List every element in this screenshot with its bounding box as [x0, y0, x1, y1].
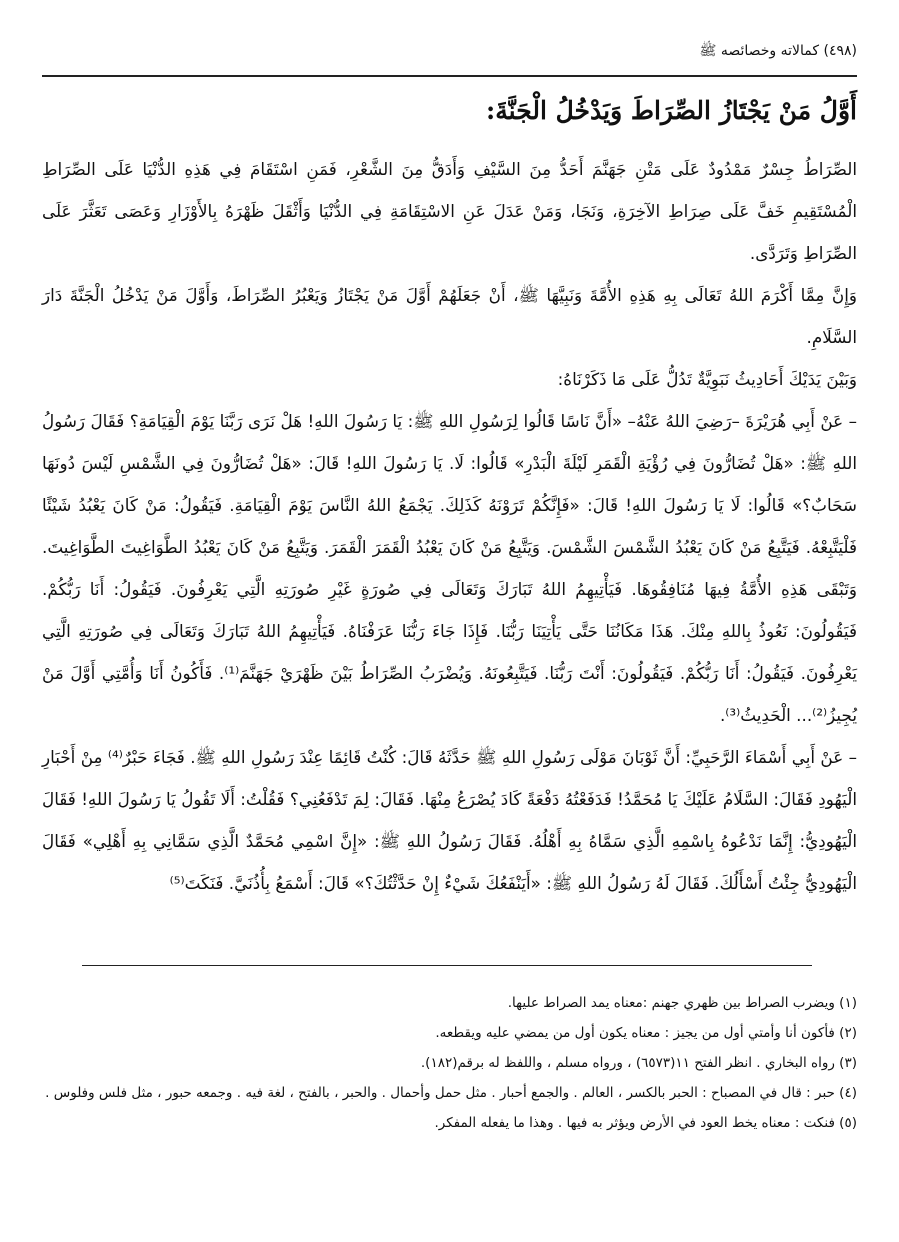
paragraph: وَإِنَّ مِمَّا أَكْرَمَ اللهُ تَعَالَى بِهِ هَذِهِ الأُمَّةَ وَنَبِيَّهَا ﷺ، أَنْ جَعَلَهُمْ أَوَّلَ مَنْ يَجْتَازُ وَيَعْبُرُ الصِّرَاطَ، وَأَوَّلَ مَنْ يَدْخُلُ الْجَنَّةَ دَارَ السَّلَامِ. — [42, 285, 857, 347]
footnote: (١) ويضرب الصراط بين ظهري جهنم :معناه يمد الصراط عليها. — [507, 995, 857, 1011]
footnote: (٢) فأكون أنا وأمتي أول من يجيز : معناه يكون أول من يمضي عليه ويقطعه. — [435, 1025, 857, 1041]
paragraph: – عَنْ أَبِي أَسْمَاءَ الرَّحَبِيِّ: أَنَّ ثَوْبَانَ مَوْلَى رَسُولِ اللهِ ﷺ حَدَّثَهُ قَالَ: كُنْتُ قَائِمًا عِنْدَ رَسُولِ اللهِ ﷺ. فَجَاءَ حَبْرٌ⁽⁴⁾ مِنْ أَحْبَارِ الْيَهُودِ فَقَالَ: السَّلَامُ عَلَيْكَ يَا مُحَمَّدُ! فَدَفَعْتُهُ دَفْعَةً كَادَ يُصْرَعُ مِنْهَا. فَقَالَ: لِمَ تَدْفَعُنِي؟ فَقُلْتُ: أَلَا تَقُولُ يَا رَسُولَ اللهِ! فَقَالَ الْيَهُودِيُّ: إِنَّمَا نَدْعُوهُ بِاسْمِهِ الَّذِي سَمَّاهُ بِهِ أَهْلُهُ. فَقَالَ رَسُولُ اللهِ ﷺ: «إِنَّ اسْمِي مُحَمَّدٌ الَّذِي سَمَّانِي بِهِ أَهْلِي» فَقَالَ الْيَهُودِيُّ جِئْتُ أَسْأَلُكَ. فَقَالَ لَهُ رَسُولُ اللهِ ﷺ: «أَيَنْفَعُكَ شَيْءٌ إِنْ حَدَّثْتُكَ؟» قَالَ: أَسْمَعُ بِأُذُنَيَّ. فَنَكَتَ⁽⁵⁾ — [42, 747, 857, 893]
section-heading: أَوَّلُ مَنْ يَجْتَازُ الصِّرَاطَ وَيَدْخُلُ الْجَنَّةَ: — [486, 96, 857, 125]
footnote-rule — [82, 965, 812, 966]
paragraph: الصِّرَاطُ جِسْرٌ مَمْدُودٌ عَلَى مَتْنِ جَهَنَّمَ أَحَدُّ مِنَ السَّيْفِ وَأَدَقُّ مِنَ الشَّعْرِ، فَمَنِ اسْتَقَامَ فِي هَذِهِ الدُّنْيَا عَلَى الصِّرَاطِ الْمُسْتَقِيمِ خَفَّ عَلَى صِرَاطِ الآخِرَةِ، وَنَجَا، وَمَنْ عَدَلَ عَنِ الاسْتِقَامَةِ فِي الدُّنْيَا وَأَثْقَلَ ظَهْرَهُ بِالأَوْزَارِ وَعَصَى تَعَثَّرَ عَلَى الصِّرَاطِ وَتَرَدَّى. — [42, 159, 857, 263]
body-text — [42, 148, 857, 904]
footnotes — [42, 990, 857, 1140]
footnote: (٥) فنكت : معناه يخط العود في الأرض ويؤثر به فيها . وهذا ما يفعله المفكر. — [434, 1115, 857, 1131]
paragraph: – عَنْ أَبِي هُرَيْرَةَ –رَضِيَ اللهُ عَنْهُ– «أَنَّ نَاسًا قَالُوا لِرَسُولِ اللهِ ﷺ: يَا رَسُولَ اللهِ! هَلْ نَرَى رَبَّنَا يَوْمَ الْقِيَامَةِ؟ فَقَالَ رَسُولُ اللهِ ﷺ: «هَلْ تُضَارُّونَ فِي رُؤْيَةِ الْقَمَرِ لَيْلَةَ الْبَدْرِ» قَالُوا: لَا. يَا رَسُولَ اللهِ! قَالَ: «هَلْ تُضَارُّونَ فِي الشَّمْسِ لَيْسَ دُونَهَا سَحَابٌ؟» قَالُوا: لَا يَا رَسُولَ اللهِ! قَالَ: «فَإِنَّكُمْ تَرَوْنَهُ كَذَلِكَ. يَجْمَعُ اللهُ النَّاسَ يَوْمَ الْقِيَامَةِ. فَيَقُولُ: مَنْ كَانَ يَعْبُدُ شَيْئًا فَلْيَتَّبِعْهُ. فَيَتَّبِعُ مَنْ كَانَ يَعْبُدُ الشَّمْسَ الشَّمْسَ. وَيَتَّبِعُ مَنْ كَانَ يَعْبُدُ الْقَمَرَ الْقَمَرَ. وَيَتَّبِعُ مَنْ كَانَ يَعْبُدُ الطَّوَاغِيتَ الطَّوَاغِيتَ. وَتَبْقَى هَذِهِ الأُمَّةُ فِيهَا مُنَافِقُوهَا. فَيَأْتِيهِمُ اللهُ تَبَارَكَ وَتَعَالَى فِي صُورَةٍ غَيْرِ صُورَتِهِ الَّتِي يَعْرِفُونَ. فَيَقُولُ: أَنَا رَبُّكُمْ. فَيَقُولُونَ: نَعُوذُ بِاللهِ مِنْكَ. هَذَا مَكَانُنَا حَتَّى يَأْتِيَنَا رَبُّنَا. فَإِذَا جَاءَ رَبُّنَا عَرَفْنَاهُ. فَيَأْتِيهِمُ اللهُ تَبَارَكَ وَتَعَالَى فِي صُورَتِهِ الَّتِي يَعْرِفُونَ. فَيَقُولُ: أَنَا رَبُّكُمْ. فَيَقُولُونَ: أَنْتَ رَبُّنَا. فَيَتَّبِعُونَهُ. وَيُضْرَبُ الصِّرَاطُ بَيْنَ ظَهْرَيْ جَهَنَّمَ⁽¹⁾. فَأَكُونُ أَنَا وَأُمَّتِي أَوَّلَ مَنْ يُجِيزُ⁽²⁾... الْحَدِيثُ⁽³⁾. — [42, 411, 857, 725]
footnote: (٣) رواه البخاري . انظر الفتح ١١(٦٥٧٣) ، ورواه مسلم ، واللفظ له برقم(١٨٢). — [420, 1055, 857, 1071]
running-head: (٤٩٨) كمالاته وخصائصه ﷺ — [699, 43, 857, 59]
paragraph: وَبَيْنَ يَدَيْكَ أَحَادِيثُ نَبَوِيَّةٌ تَدُلُّ عَلَى مَا ذَكَرْنَاهُ: — [557, 369, 857, 389]
header-rule — [42, 75, 857, 77]
footnote: (٤) حبر : قال في المصباح : الحبر بالكسر ، العالم . والجمع أحبار . مثل حمل وأحمال . والحبر ، بالفتح ، لغة فيه . وجمعه حبور ، مثل فلس وفلوس . — [45, 1085, 857, 1101]
